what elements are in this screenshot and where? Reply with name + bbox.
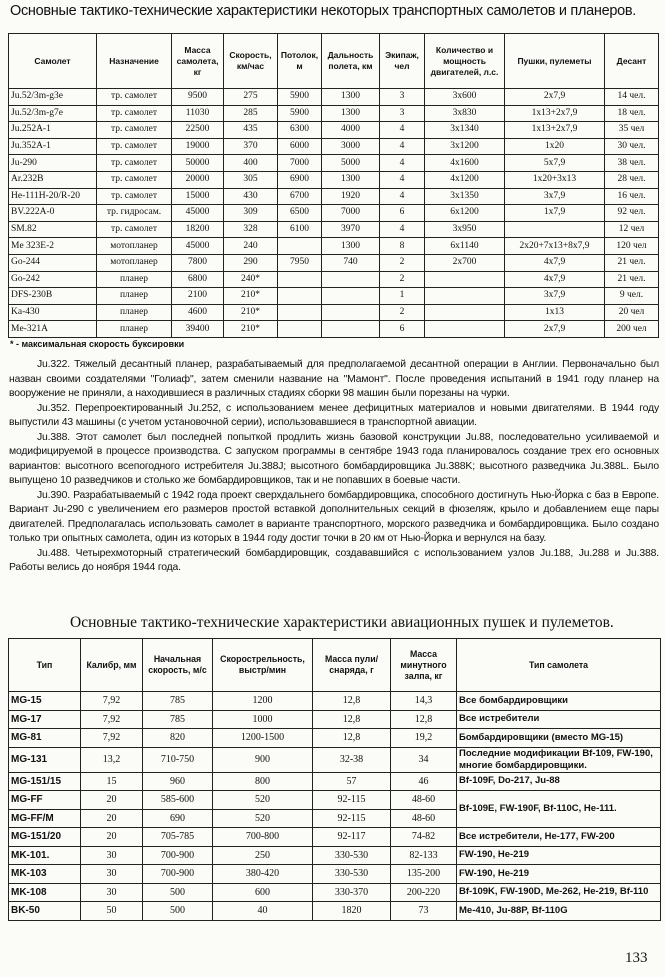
table-footnote: * - максимальная скорость буксировки: [10, 339, 185, 349]
table-cell: 30: [81, 883, 143, 902]
table-row: [9, 321, 659, 338]
table-cell: 960: [143, 772, 213, 791]
table-cell: SM.82: [9, 221, 97, 238]
table-cell: 4x7,9: [505, 271, 605, 288]
table-cell: 19,2: [391, 729, 457, 748]
table-cell: 305: [224, 171, 278, 188]
column-header: Начальная скорость, м/с: [143, 639, 213, 692]
column-header: Дальность полета, км: [322, 34, 380, 89]
table-cell: 1820: [313, 902, 391, 921]
table-row: [9, 254, 659, 271]
table-cell: 4: [380, 138, 425, 155]
table-cell: 30 чел.: [605, 138, 659, 155]
table-cell: 14,3: [391, 692, 457, 711]
table-cell: 30: [81, 865, 143, 884]
table-cell: 9 чел.: [605, 288, 659, 305]
table-cell: MK-101.: [9, 846, 81, 865]
table-cell: 785: [143, 692, 213, 711]
aircraft-guns-table-title: Основные тактико-технические характеристики авиационных пушек и пулеметов.: [70, 614, 614, 631]
table-cell: 7,92: [81, 692, 143, 711]
table-cell: 210*: [224, 288, 278, 305]
table-cell: 3: [380, 105, 425, 122]
table-cell: 18200: [172, 221, 224, 238]
column-header: Десант: [605, 34, 659, 89]
table-cell: Ju.52/3m-g3e: [9, 89, 97, 106]
table-cell: 275: [224, 89, 278, 106]
table-cell: MG-FF/M: [9, 809, 81, 828]
table-cell: 500: [143, 902, 213, 921]
table-cell: 3x7,9: [505, 288, 605, 305]
table-cell: 785: [143, 710, 213, 729]
table-row: [9, 710, 661, 729]
table-cell: 12,8: [313, 729, 391, 748]
column-header: Самолет: [9, 34, 97, 89]
table-cell: 4000: [322, 122, 380, 139]
paragraph-ju352: Ju.352. Перепроектированный Ju.252, с использованием менее дефицитных материалов и новыми двигателями. В 1944 году выпустили 43 машины (с учетом установочной серии), использовавшиеся в транспортной авиации.: [9, 402, 659, 428]
table-cell: 120 чел: [605, 238, 659, 255]
column-header: Тип: [9, 639, 81, 692]
table-cell: 240*: [224, 271, 278, 288]
paragraph-ju488: Ju.488. Четырехмоторный стратегический бомбардировщик, создававшийся с использованием узлов Ju.188, Ju.288 и Ju.388. Работы велись до ноября 1944 года.: [9, 547, 659, 573]
table-cell: 21 чел.: [605, 271, 659, 288]
table-row: [9, 122, 659, 139]
table-cell: 14 чел.: [605, 89, 659, 106]
table-cell: BV.222A-0: [9, 205, 97, 222]
column-header: Скорость, км/час: [224, 34, 278, 89]
table-cell: 1200-1500: [213, 729, 313, 748]
table-cell: MK-108: [9, 883, 81, 902]
table-cell: 600: [213, 883, 313, 902]
table-cell: 520: [213, 791, 313, 810]
table-cell: 820: [143, 729, 213, 748]
table-cell: [278, 238, 322, 255]
table-cell: 1300: [322, 105, 380, 122]
table-row: [9, 288, 659, 305]
column-header: Масса самолета, кг: [172, 34, 224, 89]
table-row: [9, 205, 659, 222]
table-cell: 200-220: [391, 883, 457, 902]
table-row: [9, 747, 661, 772]
table-cell: 4x1200: [425, 171, 505, 188]
table-cell: тр. самолет: [97, 105, 172, 122]
table-cell: 48-60: [391, 809, 457, 828]
table-cell: 2x7,9: [505, 321, 605, 338]
table-cell: 19000: [172, 138, 224, 155]
table-cell: 39400: [172, 321, 224, 338]
table-cell: He-111H-20/R-20: [9, 188, 97, 205]
table-header-row: [9, 639, 661, 692]
table-row: [9, 221, 659, 238]
table-cell: 16 чел.: [605, 188, 659, 205]
table-cell: 1x7,9: [505, 205, 605, 222]
table-cell: 15: [81, 772, 143, 791]
table-cell: 6x1140: [425, 238, 505, 255]
table-cell: 250: [213, 846, 313, 865]
table-cell: 40: [213, 902, 313, 921]
table-cell: 32-38: [313, 747, 391, 772]
table-cell: тр. самолет: [97, 171, 172, 188]
table-cell: [278, 321, 322, 338]
table-cell: 430: [224, 188, 278, 205]
table-cell: FW-190, He-219: [457, 865, 661, 884]
table-row: [9, 188, 659, 205]
table-cell: 92-115: [313, 809, 391, 828]
table-cell: 2x700: [425, 254, 505, 271]
table-row: [9, 271, 659, 288]
table-cell: Me-410, Ju-88P, Bf-110G: [457, 902, 661, 921]
table-cell: планер: [97, 304, 172, 321]
table-cell: 22500: [172, 122, 224, 139]
table-cell: 3x1200: [425, 138, 505, 155]
table-cell: 700-800: [213, 828, 313, 847]
column-header: Назначение: [97, 34, 172, 89]
table-cell: Bf-109F, Do-217, Ju-88: [457, 772, 661, 791]
table-cell: 585-600: [143, 791, 213, 810]
table-cell: мотопланер: [97, 254, 172, 271]
table-cell: 710-750: [143, 747, 213, 772]
table-cell: 6: [380, 321, 425, 338]
table-row: [9, 105, 659, 122]
table-cell: 6800: [172, 271, 224, 288]
table-cell: тр. самолет: [97, 155, 172, 172]
table-cell: 400: [224, 155, 278, 172]
table-cell: [278, 304, 322, 321]
table-cell: Me 323E-2: [9, 238, 97, 255]
table-cell: 800: [213, 772, 313, 791]
table-cell: 12,8: [313, 710, 391, 729]
table-cell: 20: [81, 791, 143, 810]
transport-aircraft-table-title: Основные тактико-технические характеристики некоторых транспортных самолетов и планеров.: [10, 3, 637, 19]
table-row: [9, 171, 659, 188]
table-cell: тр. самолет: [97, 188, 172, 205]
table-cell: 3x7,9: [505, 188, 605, 205]
table-cell: 46: [391, 772, 457, 791]
table-cell: 705-785: [143, 828, 213, 847]
table-cell: 21 чел.: [605, 254, 659, 271]
table-cell: 1300: [322, 171, 380, 188]
table-cell: 92 чел.: [605, 205, 659, 222]
table-cell: 4: [380, 171, 425, 188]
table-cell: 309: [224, 205, 278, 222]
column-header: Тип самолета: [457, 639, 661, 692]
table-cell: [322, 288, 380, 305]
table-cell: 2100: [172, 288, 224, 305]
table-cell: [505, 221, 605, 238]
table-cell: 45000: [172, 238, 224, 255]
table-cell: [425, 288, 505, 305]
table-cell: 4: [380, 188, 425, 205]
table-cell: Me-321A: [9, 321, 97, 338]
table-row: [9, 883, 661, 902]
column-header: Потолок, м: [278, 34, 322, 89]
table-cell: 3: [380, 89, 425, 106]
table-cell: 15000: [172, 188, 224, 205]
table-cell: планер: [97, 271, 172, 288]
table-cell: тр. самолет: [97, 89, 172, 106]
table-cell: 73: [391, 902, 457, 921]
table-cell: 1x20+3x13: [505, 171, 605, 188]
table-cell: MG-151/20: [9, 828, 81, 847]
table-cell: планер: [97, 321, 172, 338]
table-cell: Bf-109K, FW-190D, Me-262, He-219, Bf-110: [457, 883, 661, 902]
table-cell: 135-200: [391, 865, 457, 884]
table-cell: 3x950: [425, 221, 505, 238]
table-cell: мотопланер: [97, 238, 172, 255]
table-cell: 6: [380, 205, 425, 222]
table-cell: 6100: [278, 221, 322, 238]
column-header: Скорострельность, выстр/мин: [213, 639, 313, 692]
table-cell: 1000: [213, 710, 313, 729]
table-row: [9, 828, 661, 847]
table-cell: 690: [143, 809, 213, 828]
table-cell: 3x600: [425, 89, 505, 106]
table-cell: 435: [224, 122, 278, 139]
table-cell: [322, 304, 380, 321]
page-number: 133: [625, 950, 648, 966]
table-cell: 5000: [322, 155, 380, 172]
table-cell: 20000: [172, 171, 224, 188]
table-cell: Go-244: [9, 254, 97, 271]
table-row: [9, 902, 661, 921]
table-cell: 48-60: [391, 791, 457, 810]
table-cell: 7950: [278, 254, 322, 271]
table-cell: Все истребители, He-177, FW-200: [457, 828, 661, 847]
table-cell: 6000: [278, 138, 322, 155]
table-cell: 3x830: [425, 105, 505, 122]
table-cell: 1300: [322, 89, 380, 106]
table-cell: 28 чел.: [605, 171, 659, 188]
table-cell: 20 чел: [605, 304, 659, 321]
paragraph-ju322: Ju.322. Тяжелый десантный планер, разрабатываемый для предполагаемой десантной операции в Англии. Первоначально был назван своими создателями "Голиаф", затем сменили название на "Мамонт". После проведения испытаний в 1941 году планер на вооружение не приняли, а находившиеся в различных стадиях сборки 98 машин были порезаны на чурки.: [9, 359, 659, 399]
table-cell: 4: [380, 122, 425, 139]
table-cell: 7,92: [81, 729, 143, 748]
table-cell: 900: [213, 747, 313, 772]
table-cell: 1x13+2x7,9: [505, 122, 605, 139]
table-cell: Бомбардировщики (вместо MG-15): [457, 729, 661, 748]
table-cell: [425, 304, 505, 321]
table-cell: 7800: [172, 254, 224, 271]
table-cell: 20: [81, 828, 143, 847]
paragraph-ju388: Ju.388. Этот самолет был последней попыткой продлить жизнь базовой конструкции Ju.88, последовательно усиливаемой и модифицируемой в процессе производства. С запуском программы в сентябре 1943 года планировалось создание трех его основных вариантов: высотного всепогодного истребителя Ju.388J; высотного бомбардировщика Ju.388K; высотного разведчика Ju.388L. Было выпущено 10 разведчиков и столько же бомбардировщиков, так и не попавших в боевые части.: [9, 431, 659, 486]
table-cell: 13,2: [81, 747, 143, 772]
table-cell: 50: [81, 902, 143, 921]
table-row: [9, 304, 659, 321]
table-cell: Все истребители: [457, 710, 661, 729]
table-cell: MG-17: [9, 710, 81, 729]
table-cell: 92-115: [313, 791, 391, 810]
paragraph-ju390: Ju.390. Разрабатываемый с 1942 года проект сверхдальнего бомбардировщика, способного достигнуть Нью-Йорка с баз в Европе. Вариант Ju-290 с увеличением его размеров простой вставкой дополнительных секций в фюзеляж, крыло и добавлением еще пары двигателей. Предполагалась использовать самолет в варианте транспортного, морского разведчика и бомбардировщика. Было создано только три опытных самолета, один из которых в 1944 году достиг точки в 20 км от Нью-Йорка и вернулся на базу.: [9, 489, 659, 544]
table-cell: тр. гидросам.: [97, 205, 172, 222]
transport-aircraft-table: [8, 33, 659, 338]
table-cell: 3000: [322, 138, 380, 155]
table-cell: 38 чел.: [605, 155, 659, 172]
table-cell: 6x1200: [425, 205, 505, 222]
table-cell: Bf-109E, FW-190F, Bf-110C, He-111.: [457, 791, 661, 828]
column-header: Масса пули/снаряда, г: [313, 639, 391, 692]
table-cell: 6700: [278, 188, 322, 205]
table-cell: 18 чел.: [605, 105, 659, 122]
table-cell: тр. самолет: [97, 122, 172, 139]
table-cell: MG-FF: [9, 791, 81, 810]
table-cell: 5900: [278, 89, 322, 106]
table-cell: 290: [224, 254, 278, 271]
table-cell: 520: [213, 809, 313, 828]
table-cell: 20: [81, 809, 143, 828]
table-cell: 3970: [322, 221, 380, 238]
table-cell: 5x7,9: [505, 155, 605, 172]
table-cell: Последние модификации Bf-109, FW-190, многие бомбардировщики.: [457, 747, 661, 772]
table-cell: 11030: [172, 105, 224, 122]
column-header: Масса минутного залпа, кг: [391, 639, 457, 692]
table-cell: 34: [391, 747, 457, 772]
table-row: [9, 155, 659, 172]
table-cell: Ju.252A-1: [9, 122, 97, 139]
table-cell: 210*: [224, 321, 278, 338]
table-cell: 2x20+7x13+8x7,9: [505, 238, 605, 255]
table-cell: 285: [224, 105, 278, 122]
table-cell: 1x20: [505, 138, 605, 155]
table-cell: 370: [224, 138, 278, 155]
table-cell: 74-82: [391, 828, 457, 847]
table-cell: MG-131: [9, 747, 81, 772]
column-header: Экипаж, чел: [380, 34, 425, 89]
table-cell: 8: [380, 238, 425, 255]
table-cell: BK-50: [9, 902, 81, 921]
table-cell: 4600: [172, 304, 224, 321]
table-cell: 1920: [322, 188, 380, 205]
column-header: Пушки, пулеметы: [505, 34, 605, 89]
table-cell: 380-420: [213, 865, 313, 884]
table-cell: 6500: [278, 205, 322, 222]
table-cell: 7,92: [81, 710, 143, 729]
table-cell: 6300: [278, 122, 322, 139]
table-cell: 5900: [278, 105, 322, 122]
table-row: [9, 238, 659, 255]
table-cell: 330-530: [313, 846, 391, 865]
table-row: [9, 791, 661, 810]
table-cell: 57: [313, 772, 391, 791]
table-cell: 330-370: [313, 883, 391, 902]
table-cell: MG-151/15: [9, 772, 81, 791]
table-cell: планер: [97, 288, 172, 305]
table-cell: 1x13: [505, 304, 605, 321]
table-cell: 210*: [224, 304, 278, 321]
table-cell: 35 чел: [605, 122, 659, 139]
table-cell: FW-190, He-219: [457, 846, 661, 865]
table-cell: 240: [224, 238, 278, 255]
table-row: [9, 865, 661, 884]
table-cell: 4: [380, 221, 425, 238]
aircraft-descriptions: [9, 358, 659, 576]
table-cell: 2x7,9: [505, 89, 605, 106]
table-cell: 2: [380, 254, 425, 271]
table-row: [9, 138, 659, 155]
table-cell: 700-900: [143, 865, 213, 884]
table-cell: 330-530: [313, 865, 391, 884]
table-cell: тр. самолет: [97, 138, 172, 155]
table-cell: 3x1350: [425, 188, 505, 205]
table-cell: Ka-430: [9, 304, 97, 321]
table-cell: [278, 288, 322, 305]
table-cell: [322, 271, 380, 288]
table-cell: [425, 271, 505, 288]
table-cell: 4: [380, 155, 425, 172]
table-cell: 700-900: [143, 846, 213, 865]
table-cell: 12,8: [391, 710, 457, 729]
table-cell: Ju-290: [9, 155, 97, 172]
table-row: [9, 772, 661, 791]
table-cell: 12,8: [313, 692, 391, 711]
table-cell: Ju.352A-1: [9, 138, 97, 155]
table-cell: 7000: [278, 155, 322, 172]
table-cell: 328: [224, 221, 278, 238]
table-cell: 2: [380, 271, 425, 288]
table-cell: 9500: [172, 89, 224, 106]
column-header: Количество и мощность двигателей, л.с.: [425, 34, 505, 89]
table-row: [9, 89, 659, 106]
table-cell: 2: [380, 304, 425, 321]
table-row: [9, 729, 661, 748]
aircraft-guns-table: [8, 638, 661, 921]
table-cell: DFS-230B: [9, 288, 97, 305]
table-cell: 30: [81, 846, 143, 865]
table-cell: тр. самолет: [97, 221, 172, 238]
table-cell: 1: [380, 288, 425, 305]
table-cell: MG-81: [9, 729, 81, 748]
table-cell: Go-242: [9, 271, 97, 288]
table-cell: 6900: [278, 171, 322, 188]
table-cell: 1300: [322, 238, 380, 255]
table-cell: 740: [322, 254, 380, 271]
table-cell: Ar.232B: [9, 171, 97, 188]
table-cell: [278, 271, 322, 288]
table-cell: 50000: [172, 155, 224, 172]
table-row: [9, 846, 661, 865]
table-cell: 500: [143, 883, 213, 902]
table-cell: 3x1340: [425, 122, 505, 139]
table-cell: 92-117: [313, 828, 391, 847]
table-cell: 4x7,9: [505, 254, 605, 271]
table-cell: 200 чел: [605, 321, 659, 338]
table-cell: 82-133: [391, 846, 457, 865]
column-header: Калибр, мм: [81, 639, 143, 692]
table-cell: 1200: [213, 692, 313, 711]
table-cell: [425, 321, 505, 338]
table-cell: [322, 321, 380, 338]
table-cell: 4x1600: [425, 155, 505, 172]
table-cell: 7000: [322, 205, 380, 222]
table-row: [9, 692, 661, 711]
table-cell: 12 чел: [605, 221, 659, 238]
table-cell: MG-15: [9, 692, 81, 711]
table-cell: 1x13+2x7,9: [505, 105, 605, 122]
table-cell: 45000: [172, 205, 224, 222]
table-header-row: [9, 34, 659, 89]
table-cell: Ju.52/3m-g7e: [9, 105, 97, 122]
table-cell: Все бомбардировщики: [457, 692, 661, 711]
table-cell: MK-103: [9, 865, 81, 884]
